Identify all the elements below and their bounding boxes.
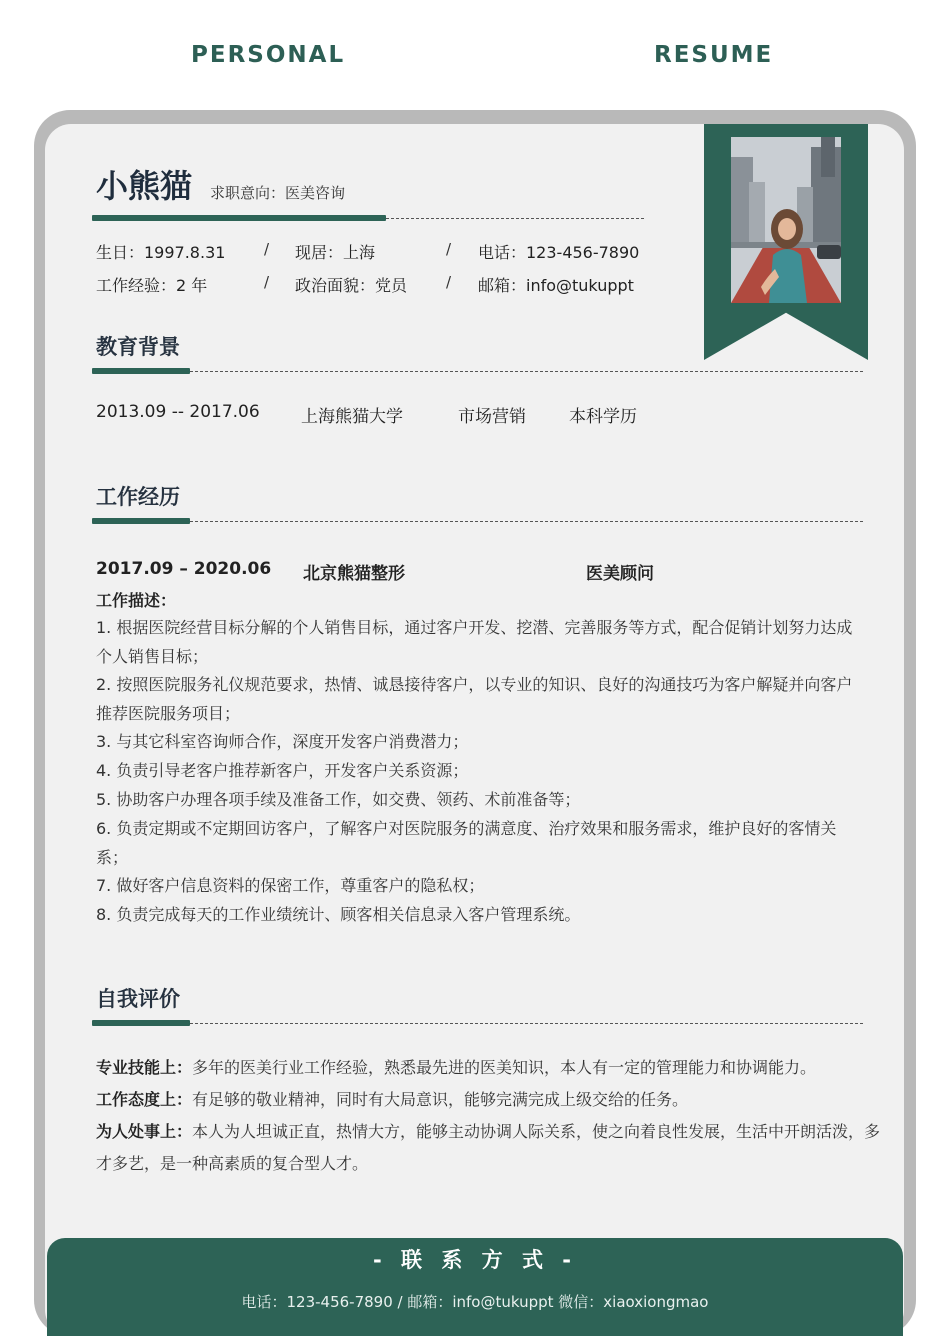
- education-underline: [92, 368, 190, 374]
- work-description-item: 5. 协助客户办理各项手续及准备工作，如交费、领药、术前准备等；: [96, 790, 581, 809]
- work-period: 2017.09 – 2020.06: [96, 559, 272, 579]
- contact-footer: [47, 1238, 903, 1336]
- self-eval-item: [96, 1084, 886, 1116]
- self-eval-item: [96, 1052, 886, 1084]
- work-experience: 工作经验：2 年: [96, 276, 208, 295]
- header-personal: PERSONAL: [191, 42, 346, 68]
- separator: /: [264, 273, 270, 291]
- self-eval-label: 为人处事上：: [96, 1122, 193, 1141]
- self-eval-label: 专业技能上：: [96, 1058, 193, 1077]
- header-resume: RESUME: [654, 42, 774, 68]
- work-description-item: 4. 负责引导老客户推荐新客户，开发客户关系资源；: [96, 761, 469, 780]
- self-eval-text: 本人为人坦诚正直，热情大方，能够主动协调人际关系，使之向着良性发展，生活中开朗活泼，多才多艺，是一种高素质的复合型人才。: [96, 1122, 881, 1173]
- separator: /: [446, 240, 452, 258]
- birthday: 生日：1997.8.31: [96, 243, 226, 262]
- self-eval-label: 工作态度上：: [96, 1090, 193, 1109]
- work-title: 工作经历: [96, 485, 180, 509]
- self-eval-text: 多年的医美行业工作经验，熟悉最先进的医美知识，本人有一定的管理能力和协调能力。: [192, 1058, 817, 1077]
- education-dashed-line: [190, 371, 863, 372]
- contact-title: - 联 系 方 式 -: [373, 1248, 577, 1272]
- self-eval-underline: [92, 1020, 190, 1026]
- work-description-item: 1. 根据医院经营目标分解的个人销售目标，通过客户开发、挖潜、完善服务等方式，配合促销计划努力达成个人销售目标；: [96, 618, 853, 666]
- residence: 现居：上海: [295, 243, 376, 262]
- work-description-item: 8. 负责完成每天的工作业绩统计、顾客相关信息录入客户管理系统。: [96, 905, 581, 924]
- job-intent: 求职意向：医美咨询: [210, 184, 346, 202]
- separator: /: [446, 273, 452, 291]
- work-description-label: 工作描述：: [96, 591, 177, 610]
- work-position: 医美顾问: [586, 564, 654, 584]
- phone: 电话：123-456-7890: [478, 243, 640, 262]
- education-major: 市场营销: [458, 407, 526, 427]
- self-eval-dashed-line: [190, 1023, 863, 1024]
- separator: /: [264, 240, 270, 258]
- work-description-item: 7. 做好客户信息资料的保密工作，尊重客户的隐私权；: [96, 876, 485, 895]
- work-dashed-line: [190, 521, 863, 522]
- work-underline: [92, 518, 190, 524]
- education-period: 2013.09 -- 2017.06: [96, 402, 260, 422]
- work-description-item: 6. 负责定期或不定期回访客户，了解客户对医院服务的满意度、治疗效果和服务需求，维护良好的客情关系；: [96, 819, 837, 867]
- contact-line: 电话：123-456-7890 / 邮箱：info@tukuppt 微信：xiaoxiongmao: [241, 1293, 709, 1311]
- work-description-item: 3. 与其它科室咨询师合作，深度开发客户消费潜力；: [96, 732, 469, 751]
- profile-photo-illustration: [731, 137, 841, 303]
- name-dashed-line: [386, 218, 644, 219]
- education-title: 教育背景: [96, 335, 180, 359]
- work-company: 北京熊猫整形: [303, 564, 405, 584]
- education-degree: 本科学历: [569, 407, 637, 427]
- political-status: 政治面貌：党员: [295, 276, 408, 295]
- self-eval-text: 有足够的敬业精神，同时有大局意识，能够完满完成上级交给的任务。: [192, 1090, 689, 1109]
- email: 邮箱：info@tukuppt: [478, 276, 634, 295]
- education-school: 上海熊猫大学: [301, 407, 403, 427]
- profile-photo: [731, 137, 841, 303]
- work-description-item: 2. 按照医院服务礼仪规范要求，热情、诚恳接待客户，以专业的知识、良好的沟通技巧为客户解疑并向客户推荐医院服务项目；: [96, 675, 853, 723]
- name-underline: [92, 215, 386, 221]
- self-eval-item: [96, 1116, 886, 1180]
- self-eval-title: 自我评价: [96, 987, 180, 1011]
- candidate-name: 小熊猫: [96, 167, 193, 205]
